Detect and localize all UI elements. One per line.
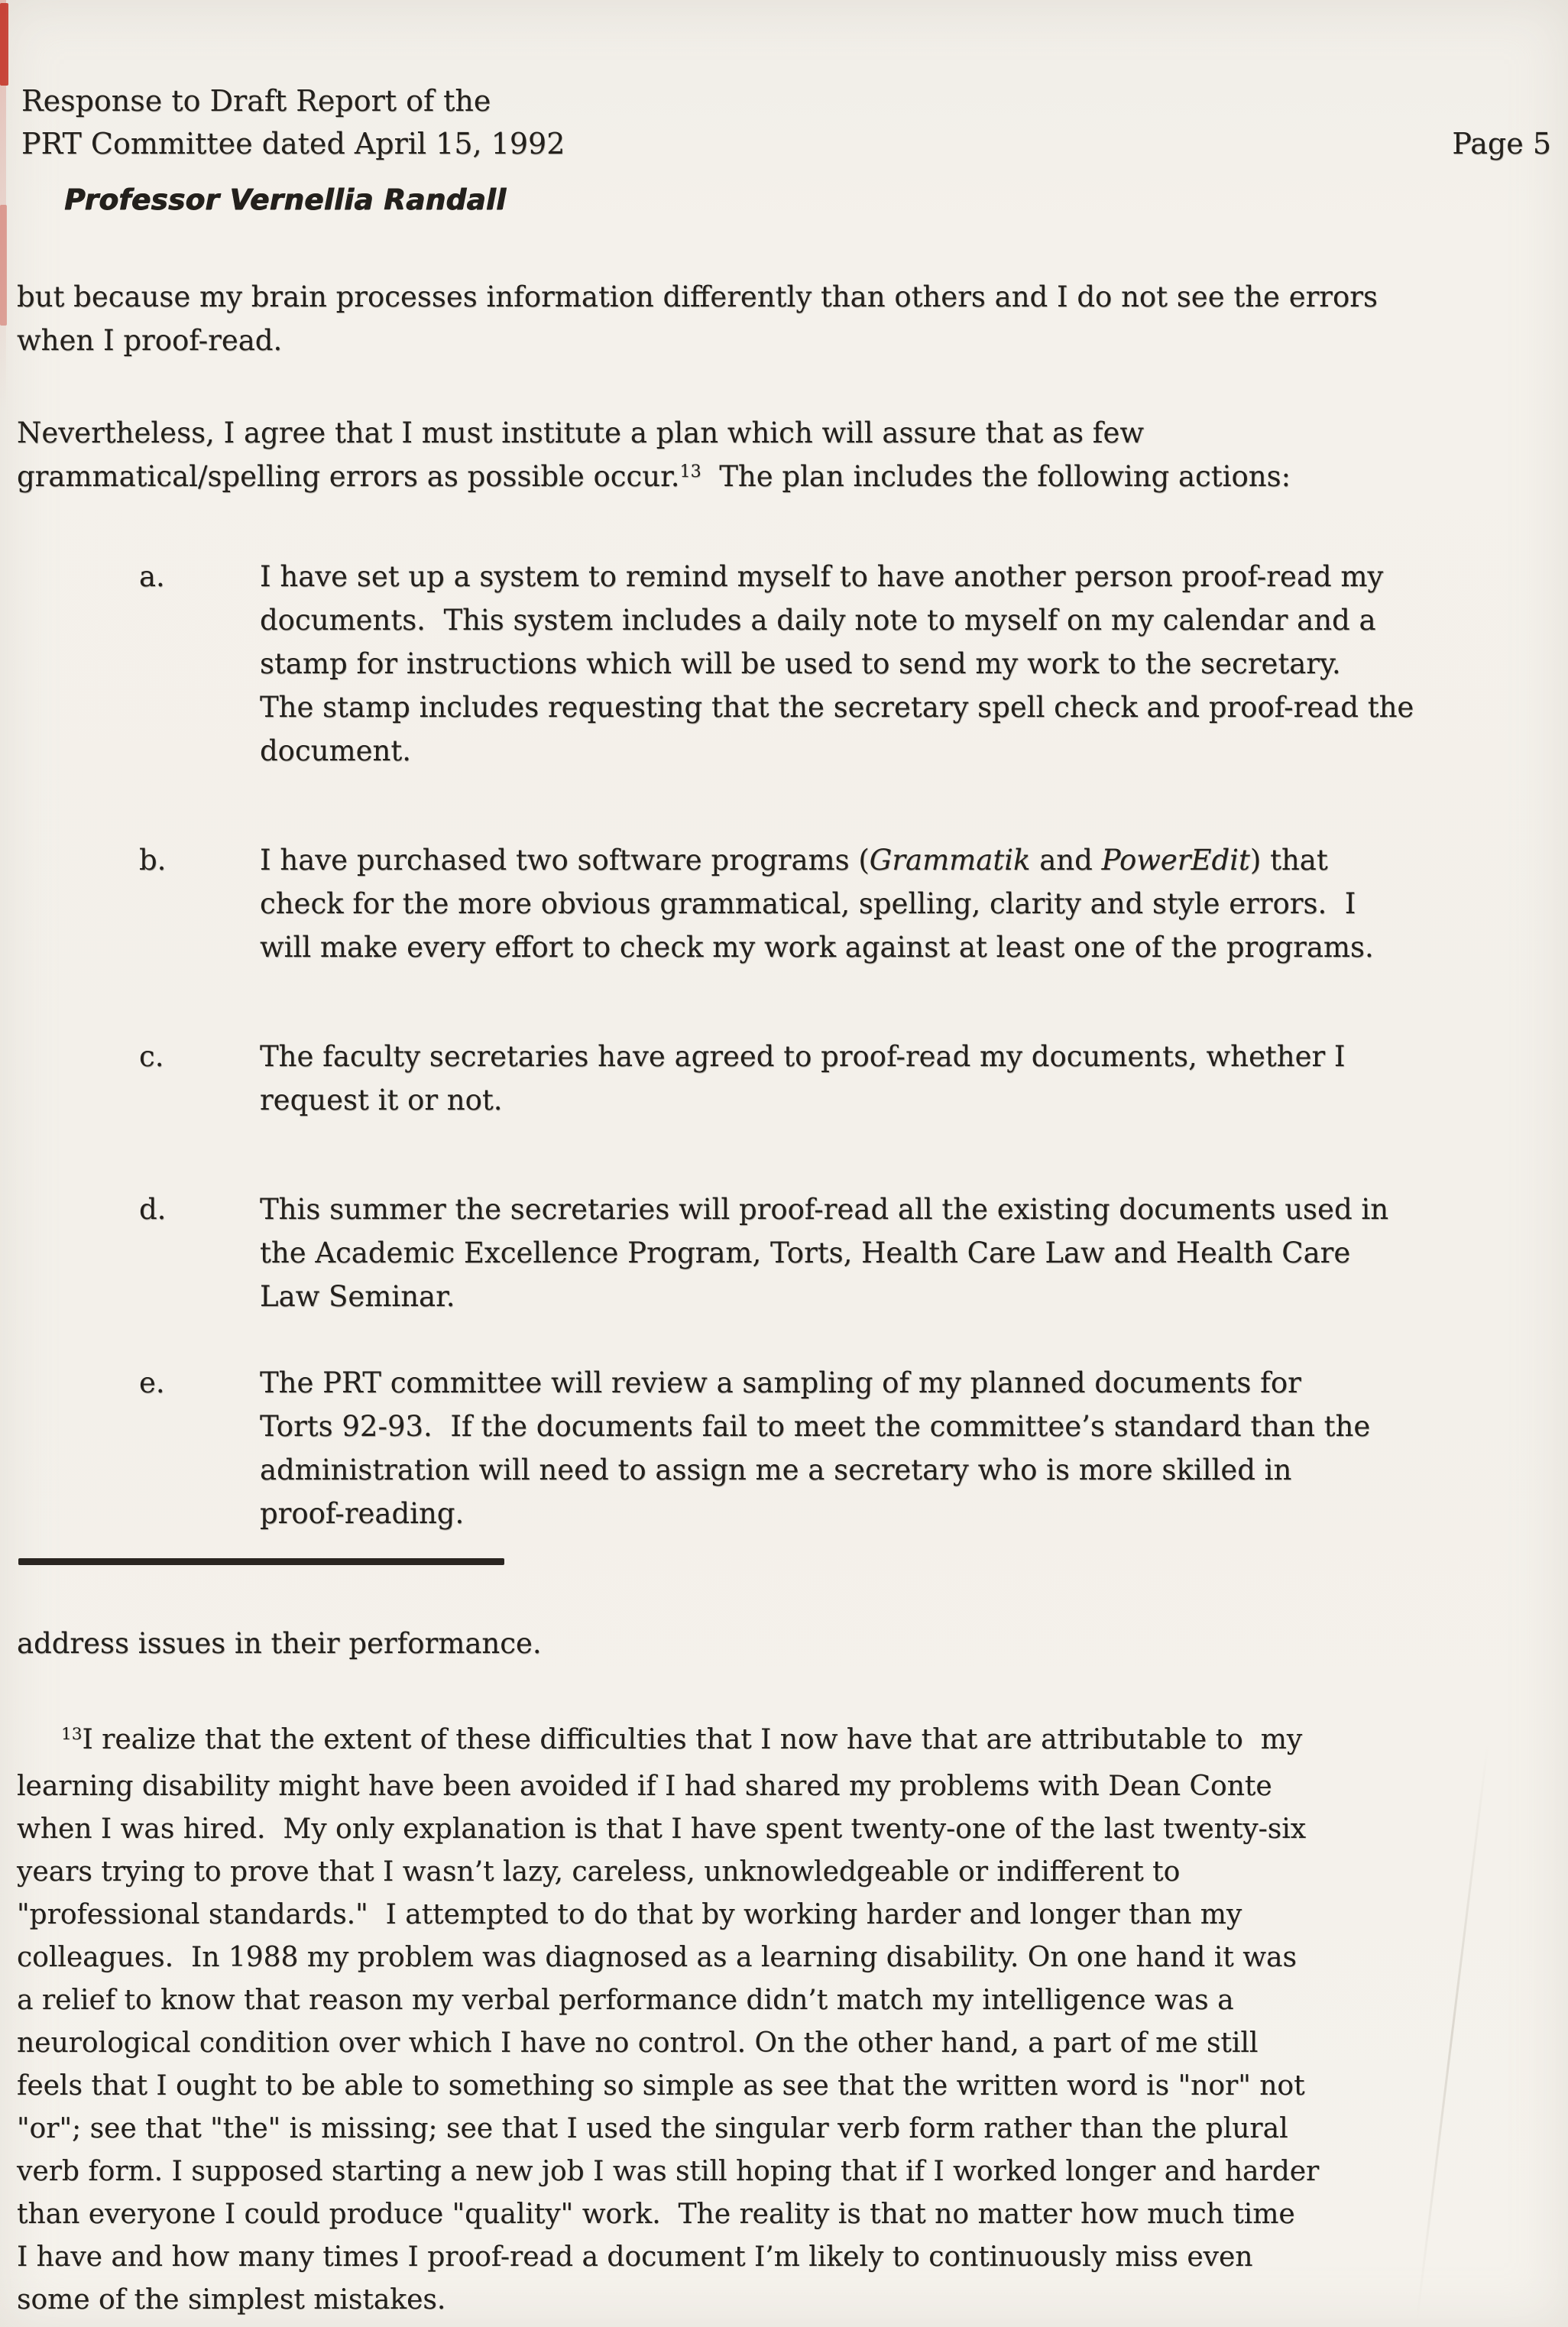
- list-item: [17, 555, 1551, 773]
- list-item: [17, 1035, 1551, 1122]
- list-item-label: c.: [139, 1040, 164, 1073]
- list-item: [17, 1188, 1551, 1318]
- footnote-text: $^{13}$I realize that the extent of these difficulties that I now have that are attributable to my learning disability might have been avoided if I had shared my problems with Dean Conte when I was hired. My only explanation is that I have spent twenty-one of the last twenty-six years trying to prove that I wasn’t lazy, careless, unknowledgeable or indifferent to "professional standards." I attempted to do that by working harder and longer than my colleagues. In 1988 my problem was diagnosed as a learning disability. On one hand it was a relief to know that reason my verbal performance didn’t match my intelligence was a neurological condition over which I have no control. On the other hand, a part of me still feels that I ought to be able to something so simple as see that the written word is "nor" not "or"; see that "the" is missing; see that I used the singular verb form rather than the plural verb form. I supposed starting a new job I was still hoping that if I worked longer and harder than everyone I could produce "quality" work. The reality is that no matter how much time I have and how many times I proof-read a document I’m likely to continuously miss even some of the simplest mistakes.: [17, 1724, 1320, 2316]
- list-item-text: I have purchased two software programs (Grammatik and PowerEdit) that check for the more obvious grammatical, spelling, clarity and style errors. I will make every effort to check my work against at least one of the programs.: [260, 844, 1374, 964]
- list-item-label: b.: [139, 844, 167, 877]
- document-body: [0, 275, 1568, 2322]
- footnote-continuation: address issues in their performance.: [17, 1627, 542, 1660]
- list-item: [17, 1361, 1551, 1535]
- page-number: Page 5: [1452, 127, 1551, 160]
- list-item-text: The faculty secretaries have agreed to proof-read my documents, whether I request it or not.: [260, 1040, 1346, 1117]
- list-item-label: a.: [139, 560, 165, 593]
- list-item-label: d.: [139, 1193, 167, 1226]
- red-scan-mark: [0, 205, 7, 326]
- footnote-separator-rule: [18, 1558, 504, 1565]
- red-scan-mark: [0, 3, 8, 86]
- list-item-label: e.: [139, 1366, 165, 1399]
- title-line-1: Response to Draft Report of the: [21, 84, 491, 118]
- list-item: [17, 838, 1551, 969]
- document-header: [0, 0, 1568, 219]
- author-name: Professor Vernellia Randall: [64, 183, 507, 216]
- paragraph: but because my brain processes information differently than others and I do not see the errors when I proof-read.: [17, 280, 1378, 357]
- paragraph: Nevertheless, I agree that I must institute a plan which will assure that as few grammatical/spelling errors as possible occur.$^{13}$ The plan includes the following actions:: [17, 416, 1291, 493]
- list-item-text: The PRT committee will review a sampling of my planned documents for Torts 92-93. If the documents fail to meet the committee’s standard than the administration will need to assign me a secretary who is more skilled in proof-reading.: [260, 1366, 1371, 1530]
- header-row: [21, 79, 1551, 165]
- page-title: [21, 79, 565, 165]
- list-item-text: I have set up a system to remind myself to have another person proof-read my documents. This system includes a daily note to myself on my calendar and a stamp for instructions which will be used to send my work to the secretary. The stamp includes requesting that the secretary spell check and proof-read the document.: [260, 560, 1414, 767]
- action-list: [17, 555, 1551, 1535]
- list-item-text: This summer the secretaries will proof-read all the existing documents used in the Academic Excellence Program, Torts, Health Care Law and Health Care Law Seminar.: [260, 1193, 1389, 1313]
- title-line-2: PRT Committee dated April 15, 1992: [21, 127, 565, 160]
